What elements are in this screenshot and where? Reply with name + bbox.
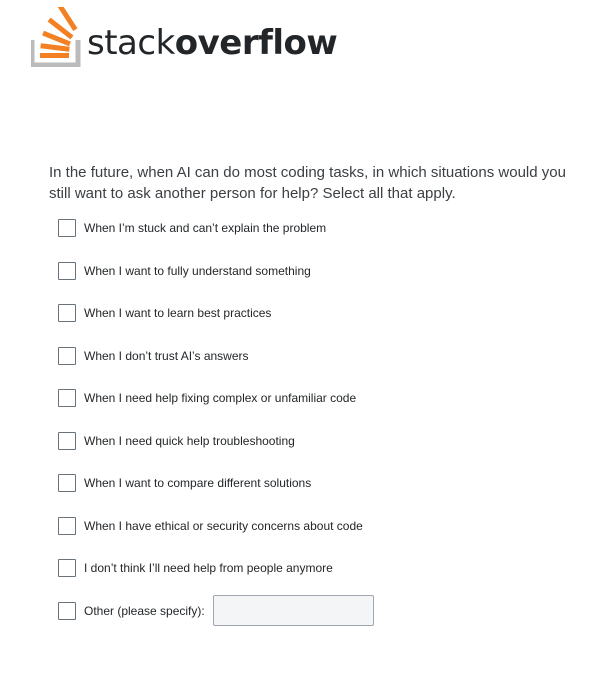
- checkbox[interactable]: [58, 389, 76, 407]
- option-row[interactable]: [58, 559, 588, 577]
- option-row[interactable]: [58, 219, 588, 237]
- stack-overflow-logo[interactable]: [31, 7, 337, 67]
- wordmark-overflow: overflow: [174, 23, 338, 63]
- option-label[interactable]: When I want to learn best practices: [84, 306, 272, 320]
- stack-overflow-icon: [31, 7, 81, 67]
- other-label[interactable]: Other (please specify):: [84, 603, 205, 618]
- option-row-other[interactable]: [58, 602, 588, 620]
- option-row[interactable]: [58, 304, 588, 322]
- checkbox[interactable]: [58, 219, 76, 237]
- option-row[interactable]: [58, 389, 588, 407]
- option-row[interactable]: [58, 262, 588, 280]
- checkbox[interactable]: [58, 432, 76, 450]
- option-label[interactable]: When I need help fixing complex or unfamiliar code: [84, 391, 357, 405]
- option-label[interactable]: I don’t think I’ll need help from people anymore: [84, 561, 333, 575]
- options-list: [58, 219, 588, 644]
- option-label[interactable]: When I have ethical or security concerns about code: [84, 518, 363, 533]
- checkbox[interactable]: [58, 304, 76, 322]
- question-text: In the future, when AI can do most coding tasks, in which situations would you still want to ask another person for help? Select all that apply.: [49, 164, 566, 202]
- option-label[interactable]: When I want to fully understand something: [84, 263, 311, 278]
- other-specify-input[interactable]: [213, 595, 374, 626]
- checkbox-other[interactable]: [58, 602, 76, 620]
- option-label[interactable]: When I want to compare different solutions: [84, 476, 312, 490]
- checkbox[interactable]: [58, 262, 76, 280]
- option-row[interactable]: [58, 347, 588, 365]
- option-label[interactable]: When I need quick help troubleshooting: [84, 433, 295, 448]
- logo-wordmark: [87, 23, 338, 63]
- wordmark-stack: stack: [87, 23, 175, 63]
- option-label[interactable]: When I don’t trust AI’s answers: [84, 348, 249, 363]
- checkbox[interactable]: [58, 517, 76, 535]
- option-row[interactable]: [58, 432, 588, 450]
- checkbox[interactable]: [58, 474, 76, 492]
- option-row[interactable]: [58, 517, 588, 535]
- option-label[interactable]: When I’m stuck and can’t explain the problem: [84, 221, 327, 235]
- option-row[interactable]: [58, 474, 588, 492]
- checkbox[interactable]: [58, 347, 76, 365]
- checkbox[interactable]: [58, 559, 76, 577]
